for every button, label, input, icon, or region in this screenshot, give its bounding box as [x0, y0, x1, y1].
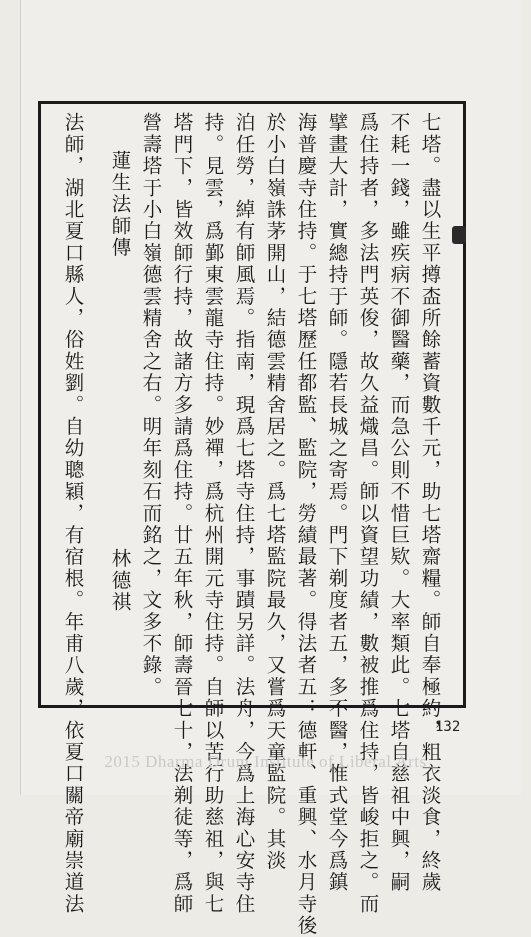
text-column-3: 爲住持者，多法門英俊，故久益熾昌。師以資望功績，數被推爲住持，皆峻拒之。而 — [356, 112, 380, 915]
author-name: 林德祺 — [108, 548, 132, 614]
page-tab-marker — [452, 226, 466, 244]
watermark: 2015 Dharma Drum Institute of Liberal Arts — [104, 752, 427, 771]
text-column-12: 法師，湖北夏口縣人，俗姓劉。自幼聰穎，有宿根。年甫八歲，依夏口關帝廟崇道法 — [61, 112, 85, 915]
text-column-6: 於小白嶺誅茅開山，結德雲精舍居之。爲七塔監院最久，又嘗爲天童監院。其淡 — [263, 112, 287, 872]
text-column-1: 七塔。盡以生平撙㭗所餘蓄資數千元，助七塔齋糧。師自奉極約，粗衣淡食，終歲 — [418, 112, 442, 894]
section-title: 蓮生法師傳 — [108, 150, 132, 259]
text-column-5: 海普慶寺住持。于七塔歷任都監、監院，勞績最著。得法者五：德軒、重興、水月寺後 — [294, 112, 318, 937]
page-number: 132 — [435, 719, 461, 735]
text-column-9: 塔門下，皆效師行持，故諸方多請爲住持。廿五年秋，師壽晉七十，法剃徒等，爲師 — [170, 112, 194, 915]
text-column-2: 不耗一錢，雖疾病不御醫藥，而急公則不惜巨欵。大率類此。七塔自慈祖中興，嗣 — [387, 112, 411, 894]
text-column-7: 泊任勞，綽有師風焉。指南，現爲七塔寺住持，事蹟另詳。法舟，今爲上海心安寺住 — [232, 112, 256, 915]
text-column-8: 持。見雲，爲鄞東雲龍寺住持。妙禪，爲杭州開元寺住持。自師以苦行助慈祖，與七 — [201, 112, 225, 915]
text-column-4: 擘畫大計，實總持于師。隱若長城之寄焉。門下剃度者五，多不醫，惟式堂今爲鎮 — [325, 112, 349, 894]
text-column-10: 營壽塔于小白嶺德雲精舍之右。明年刻石而銘之，文多不錄。 — [139, 112, 163, 698]
